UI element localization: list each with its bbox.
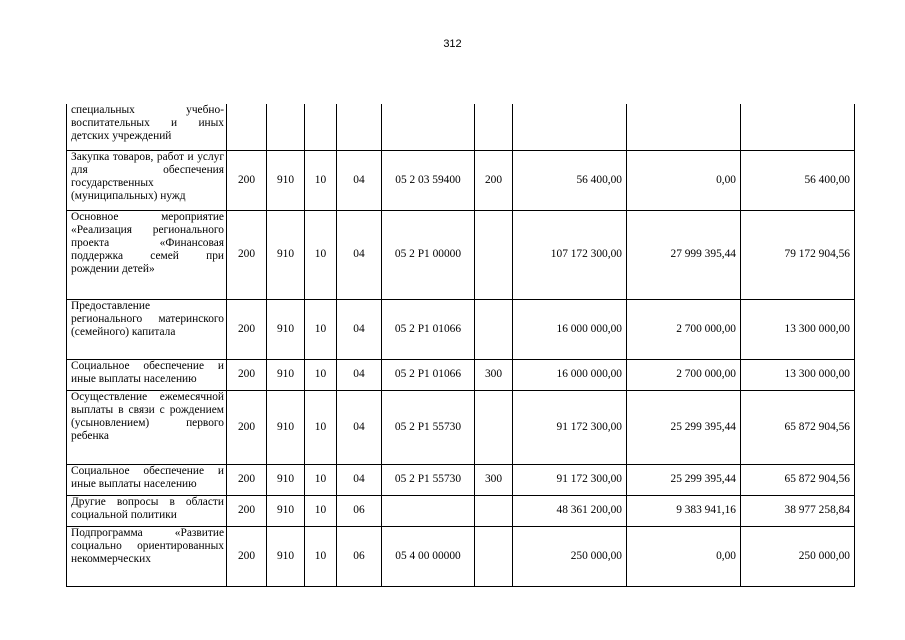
ved-code-cell: 910 [267, 526, 305, 586]
table-row [67, 104, 855, 150]
subsection-cell: 06 [337, 495, 382, 526]
subsection-cell: 04 [337, 390, 382, 464]
amount-remaining-cell: 56 400,00 [741, 150, 855, 210]
amount-executed-cell: 25 299 395,44 [627, 464, 741, 495]
admin-code-cell [227, 104, 267, 150]
section-cell: 10 [305, 464, 337, 495]
budget-table [66, 104, 855, 587]
amount-approved-cell: 250 000,00 [513, 526, 627, 586]
ved-code-cell: 910 [267, 359, 305, 390]
page-number: 312 [443, 38, 462, 50]
section-cell: 10 [305, 299, 337, 359]
amount-approved-cell: 16 000 000,00 [513, 299, 627, 359]
expense-type-cell: 300 [475, 359, 513, 390]
subsection-cell [337, 104, 382, 150]
target-article-cell: 05 2 03 59400 [382, 150, 475, 210]
amount-approved-cell: 48 361 200,00 [513, 495, 627, 526]
amount-approved-cell: 107 172 300,00 [513, 210, 627, 299]
row-name-cell: Осуществление ежемесячной выплаты в связи с рождением (усыновлением) первого ребенка [67, 390, 227, 464]
target-article-cell: 05 4 00 00000 [382, 526, 475, 586]
target-article-cell: 05 2 P1 55730 [382, 464, 475, 495]
section-cell: 10 [305, 210, 337, 299]
admin-code-cell: 200 [227, 495, 267, 526]
expense-type-cell [475, 210, 513, 299]
amount-remaining-cell: 79 172 904,56 [741, 210, 855, 299]
table-row [67, 299, 855, 359]
admin-code-cell: 200 [227, 464, 267, 495]
table-row [67, 526, 855, 586]
expense-type-cell: 200 [475, 150, 513, 210]
subsection-cell: 04 [337, 359, 382, 390]
admin-code-cell: 200 [227, 210, 267, 299]
row-name-cell: Подпрограмма «Развитие социально ориентированных некоммерческих [67, 526, 227, 586]
section-cell: 10 [305, 359, 337, 390]
amount-remaining-cell: 38 977 258,84 [741, 495, 855, 526]
admin-code-cell: 200 [227, 526, 267, 586]
amount-approved-cell: 16 000 000,00 [513, 359, 627, 390]
amount-executed-cell: 2 700 000,00 [627, 299, 741, 359]
target-article-cell [382, 104, 475, 150]
amount-remaining-cell: 65 872 904,56 [741, 390, 855, 464]
row-name-cell: специальных учебно-воспитательных и иных детских учреждений [67, 104, 227, 150]
target-article-cell: 05 2 P1 01066 [382, 359, 475, 390]
subsection-cell: 06 [337, 526, 382, 586]
subsection-cell: 04 [337, 210, 382, 299]
amount-executed-cell [627, 104, 741, 150]
section-cell: 10 [305, 526, 337, 586]
table-row [67, 150, 855, 210]
row-name-cell: Основное мероприятие «Реализация регионального проекта «Финансовая поддержка семей при рождении детей» [67, 210, 227, 299]
target-article-cell: 05 2 P1 55730 [382, 390, 475, 464]
ved-code-cell [267, 104, 305, 150]
amount-executed-cell: 2 700 000,00 [627, 359, 741, 390]
amount-remaining-cell [741, 104, 855, 150]
section-cell: 10 [305, 150, 337, 210]
table-row [67, 210, 855, 299]
amount-approved-cell [513, 104, 627, 150]
amount-executed-cell: 0,00 [627, 526, 741, 586]
subsection-cell: 04 [337, 150, 382, 210]
row-name-cell: Социальное обеспечение и иные выплаты населению [67, 464, 227, 495]
section-cell [305, 104, 337, 150]
target-article-cell: 05 2 P1 01066 [382, 299, 475, 359]
amount-remaining-cell: 250 000,00 [741, 526, 855, 586]
target-article-cell: 05 2 P1 00000 [382, 210, 475, 299]
ved-code-cell: 910 [267, 390, 305, 464]
amount-approved-cell: 56 400,00 [513, 150, 627, 210]
target-article-cell [382, 495, 475, 526]
section-cell: 10 [305, 495, 337, 526]
row-name-cell: Закупка товаров, работ и услуг для обеспечения государственных (муниципальных) нужд [67, 150, 227, 210]
expense-type-cell [475, 104, 513, 150]
admin-code-cell: 200 [227, 390, 267, 464]
expense-type-cell: 300 [475, 464, 513, 495]
expense-type-cell [475, 495, 513, 526]
admin-code-cell: 200 [227, 150, 267, 210]
admin-code-cell: 200 [227, 359, 267, 390]
ved-code-cell: 910 [267, 299, 305, 359]
amount-approved-cell: 91 172 300,00 [513, 390, 627, 464]
table-row [67, 464, 855, 495]
admin-code-cell: 200 [227, 299, 267, 359]
amount-executed-cell: 27 999 395,44 [627, 210, 741, 299]
amount-executed-cell: 9 383 941,16 [627, 495, 741, 526]
ved-code-cell: 910 [267, 495, 305, 526]
row-name-cell: Предоставление регионального материнского (семейного) капитала [67, 299, 227, 359]
table-row [67, 495, 855, 526]
ved-code-cell: 910 [267, 150, 305, 210]
row-name-cell: Социальное обеспечение и иные выплаты населению [67, 359, 227, 390]
expense-type-cell [475, 390, 513, 464]
row-name-cell: Другие вопросы в области социальной политики [67, 495, 227, 526]
subsection-cell: 04 [337, 299, 382, 359]
section-cell: 10 [305, 390, 337, 464]
amount-remaining-cell: 65 872 904,56 [741, 464, 855, 495]
ved-code-cell: 910 [267, 464, 305, 495]
expense-type-cell [475, 299, 513, 359]
subsection-cell: 04 [337, 464, 382, 495]
ved-code-cell: 910 [267, 210, 305, 299]
amount-approved-cell: 91 172 300,00 [513, 464, 627, 495]
table-row [67, 390, 855, 464]
amount-executed-cell: 0,00 [627, 150, 741, 210]
amount-remaining-cell: 13 300 000,00 [741, 299, 855, 359]
expense-type-cell [475, 526, 513, 586]
amount-remaining-cell: 13 300 000,00 [741, 359, 855, 390]
table-row [67, 359, 855, 390]
amount-executed-cell: 25 299 395,44 [627, 390, 741, 464]
